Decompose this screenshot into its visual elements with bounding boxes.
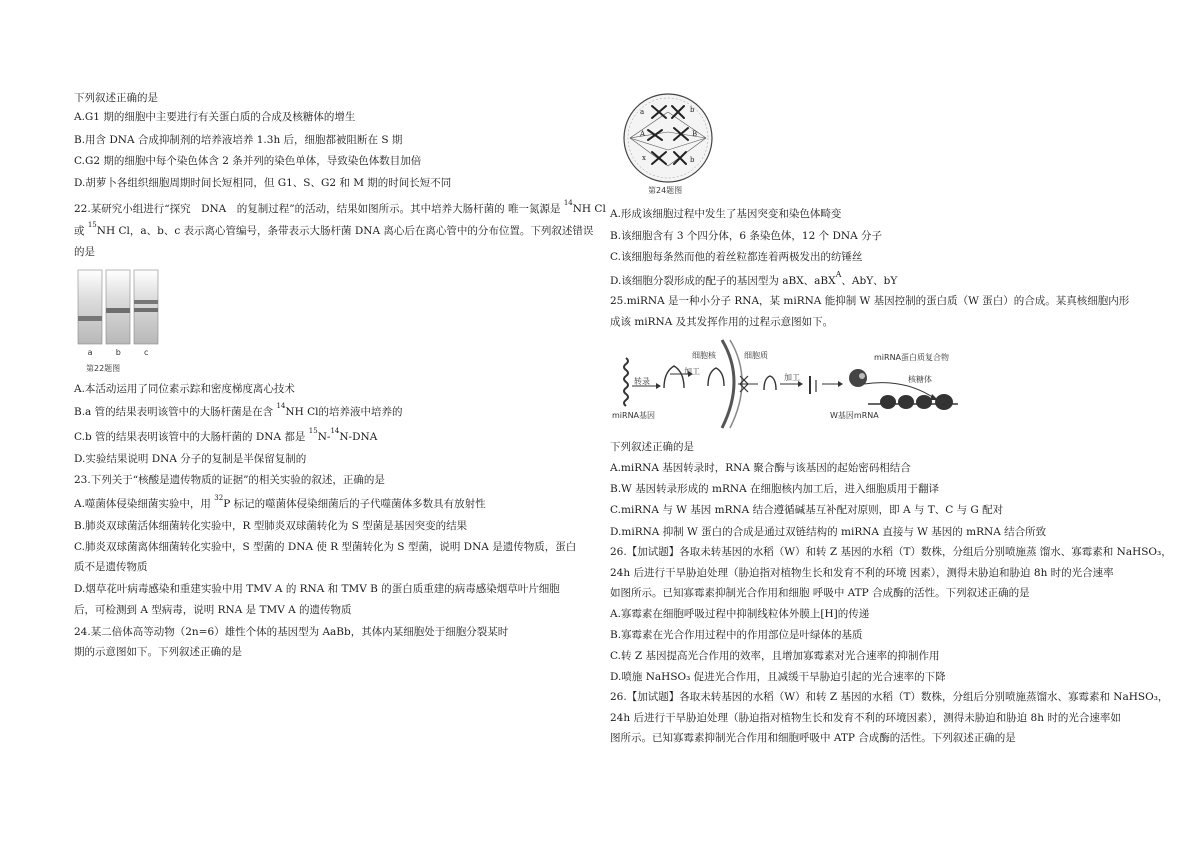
tube-label-b: b xyxy=(115,348,121,357)
q24-figure xyxy=(622,92,714,196)
q22-option-a: A.本活动运用了同位素示踪和密度梯度离心技术 xyxy=(74,383,295,395)
label-mirna-gene: miRNA基因 xyxy=(612,411,656,420)
q22-stem-line1 xyxy=(74,199,606,217)
svg-text:b: b xyxy=(690,156,695,164)
q23-a-sup: 32 xyxy=(214,494,224,502)
q22-c-text2: N- xyxy=(317,431,331,443)
tube-b xyxy=(106,270,130,344)
q22-b-text1: B.a 管的结果表明该管中的大肠杆菌是在含 xyxy=(74,406,274,418)
tube-labels xyxy=(76,348,160,357)
q21-option-c: C.G2 期的细胞中每个染色体含 2 条并列的染色单体，导致染色体数目加倍 xyxy=(74,155,422,167)
q22-c-sup1: 15 xyxy=(308,427,318,435)
tube-label-a: a xyxy=(87,348,93,357)
svg-text:B: B xyxy=(692,130,698,138)
q23-a-text1: A.噬菌体侵染细菌实验中，用 xyxy=(74,498,211,510)
tube-c xyxy=(134,270,158,344)
q21-option-b: B.用含 DNA 合成抑制剂的培养液培养 1.3h 后，细胞都被阻断在 S 期 xyxy=(74,134,403,146)
q22-c-text3: N-DNA xyxy=(339,431,378,443)
q22-c-text1: C.b 管的结果表明该管中的大肠杆菌的 DNA 都是 xyxy=(74,431,306,443)
q22-option-b xyxy=(74,402,403,420)
q23-option-b: B.肺炎双球菌活体细菌转化实验中，R 型肺炎双球菌转化为 S 型菌是基因突变的结果 xyxy=(74,520,468,532)
q24-stem-line2: 期的示意图如下。下列叙述正确的是 xyxy=(74,646,242,658)
label-process-2: 加工 xyxy=(784,373,800,382)
q24-option-c: C.该细胞每条然而他的着丝粒都连着两极发出的纺锤丝 xyxy=(610,251,863,263)
label-mirna-complex: miRNA蛋白质复合物 xyxy=(874,353,950,362)
q23-option-c-line1: C.肺炎双球菌离体细菌转化实验中，S 型菌的 DNA 使 R 型菌转化为 S 型菌，说明 DNA 是遗传物质，蛋白 xyxy=(74,541,577,553)
q22-sup-15: 15 xyxy=(87,221,97,229)
q26b-stem-line2: 24h 后进行干旱胁迫处理（胁迫指对植物生长和发育不利的环境因素），测得未胁迫和胁迫 8h 时的光合速率如 xyxy=(610,712,1121,724)
q22-stem-line3: 的是 xyxy=(74,246,95,258)
q24-d-text2: 、AbY、bY xyxy=(841,275,898,287)
q23-option-d-line2: 后，可检测到 A 型病毒，说明 RNA 是 TMV A 的遗传物质 xyxy=(74,604,352,616)
q24-option-b: B.该细胞含有 3 个四分体，6 条染色体，12 个 DNA 分子 xyxy=(610,230,882,242)
q22-sup-14: 14 xyxy=(563,199,573,207)
q22-figure xyxy=(76,268,160,364)
q26b-stem-line1: 26.【加试题】各取未转基因的水稻（W）和转 Z 基因的水稻（T）数株，分组后分别喷施蒸馏水、寡霉素和 NaHSO₃， xyxy=(610,691,1169,703)
label-cytoplasm: 细胞质 xyxy=(744,351,768,360)
label-w-mrna: W基因mRNA xyxy=(830,411,879,420)
tube-a xyxy=(78,270,102,344)
dividing-cell-image xyxy=(622,92,714,184)
q22-option-d: D.实验结果说明 DNA 分子的复制是半保留复制的 xyxy=(74,453,307,465)
q26a-stem-line1: 26.【加试题】各取未转基因的水稻（W）和转 Z 基因的水稻（T）数株，分组后分别喷施蒸 馏水、寡霉素和 NaHSO₃， xyxy=(610,546,1172,558)
label-ribosome: 核糖体 xyxy=(908,375,932,384)
q22-b-text2: NH Cl xyxy=(285,406,319,418)
q25-option-b: B.W 基因转录形成的 mRNA 在细胞核内加工后，进入细胞质用于翻译 xyxy=(610,483,939,495)
question-intro: 下列叙述正确的是 xyxy=(74,92,158,104)
q23-option-d-line1: D.烟草花叶病毒感染和重建实验中用 TMV A 的 RNA 和 TMV B 的蛋白质重建的病毒感染烟草叶片细胞 xyxy=(74,583,560,595)
q24-option-a: A.形成该细胞过程中发生了基因突变和染色体畸变 xyxy=(610,208,842,220)
q26a-stem-line2: 24h 后进行干旱胁迫处理（胁迫指对植物生长和发育不利的环境 因素），测得未胁迫和胁迫 8h 时的光合速率 xyxy=(610,567,1114,579)
q22-b-sup: 14 xyxy=(276,402,286,410)
label-transcribe: 转录 xyxy=(634,377,650,386)
label-nucleus: 细胞核 xyxy=(692,351,716,360)
q24-option-d xyxy=(610,270,898,289)
q26-option-a: A.寡霉素在细胞呼吸过程中抑制线粒体外膜上[H]的传递 xyxy=(610,608,870,620)
q25-option-a: A.miRNA 基因转录时，RNA 聚合酶与该基因的起始密码相结合 xyxy=(610,462,911,474)
tube-label-c: c xyxy=(143,348,149,357)
q22-b-text3: 的培养液中培养的 xyxy=(318,406,403,418)
q24-figure-caption: 第24题图 xyxy=(648,186,683,195)
q26b-stem-line3: 图所示。已知寡霉素抑制光合作用和细胞呼吸中 ATP 合成酶的活性。下列叙述正确的是 xyxy=(610,732,1016,744)
band-c-lower xyxy=(134,308,158,312)
q24-d-sup: A xyxy=(835,270,842,279)
band-a xyxy=(78,316,102,321)
q25-option-d: D.miRNA 抑制 W 蛋白的合成是通过双链结构的 miRNA 直接与 W 基因的 mRNA 结合所致 xyxy=(610,526,1047,538)
q26a-stem-line3: 如图所示。已知寡霉素抑制光合作用和细胞 呼吸中 ATP 合成酶的活性。下列叙述正确的是 xyxy=(610,587,1030,599)
q23-option-a xyxy=(74,494,486,512)
label-process-1: 加工 xyxy=(684,367,700,376)
q25-figure xyxy=(612,338,982,430)
q21-option-d: D.胡萝卜各组织细胞周期时间长短相同，但 G1、S、G2 和 M 期的时间长短不同 xyxy=(74,177,452,189)
q23-option-c-line2: 质不是遗传物质 xyxy=(74,561,148,573)
q25-stem-line1: 25.miRNA 是一种小分子 RNA，某 miRNA 能抑制 W 基因控制的蛋白质（W 蛋白）的合成。某真核细胞内形 xyxy=(610,295,1130,307)
q23-stem: 23.下列关于“核酸是遗传物质的证据”的相关实验的叙述，正确的是 xyxy=(74,474,385,486)
q24-d-text1: D.该细胞分裂形成的配子的基因型为 aBX、aBX xyxy=(610,275,836,287)
q22-option-c xyxy=(74,427,378,445)
q25-intro: 下列叙述正确的是 xyxy=(610,441,694,453)
svg-text:x: x xyxy=(642,154,646,162)
q26-option-b: B.寡霉素在光合作用过程中的作用部位是叶绿体的基质 xyxy=(610,629,863,641)
q22-nh4cl: NH Cl xyxy=(572,203,606,215)
q23-a-text2: P 标记的噬菌体侵染细菌后的子代噬菌体多数具有放射性 xyxy=(223,498,486,510)
q21-option-a: A.G1 期的细胞中主要进行有关蛋白质的合成及核糖体的增生 xyxy=(74,111,356,123)
q22-figure-caption: 第22题图 xyxy=(86,364,121,373)
q25-option-c: C.miRNA 与 W 基因 mRNA 结合遵循碱基互补配对原则，即 A 与 T、C 与 G 配对 xyxy=(610,504,1004,516)
q22-stem-text: 22.某研究小组进行“探究 DNA 的复制过程”的活动，结果如图所示。其中培养大肠杆菌的 唯一氮源是 xyxy=(74,203,561,215)
q25-stem-line2: 成该 miRNA 及其发挥作用的过程示意图如下。 xyxy=(610,316,834,328)
q26-option-c: C.转 Z 基因提高光合作用的效率，且增加寡霉素对光合速率的抑制作用 xyxy=(610,650,940,662)
band-c-upper xyxy=(134,300,158,304)
q22-c-sup2: 14 xyxy=(330,427,340,435)
band-b xyxy=(106,308,130,313)
svg-text:a: a xyxy=(640,108,645,116)
svg-text:b: b xyxy=(690,106,695,114)
q22-stem-line2 xyxy=(74,221,594,239)
q26-option-d: D.喷施 NaHSO₃ 促进光合作用，且减缓干旱胁迫引起的光合速率的下降 xyxy=(610,671,946,683)
svg-text:A: A xyxy=(640,130,646,138)
q24-stem-line1: 24.某二倍体高等动物（2n=6）雄性个体的基因型为 AaBb，其体内某细胞处于细胞分裂某时 xyxy=(74,626,509,638)
q22-stem-text2: NH Cl，a、b、c 表示离心管编号，条带表示大肠杆菌 DNA 离心后在离心管中的分布位置。下列叙述错误 xyxy=(96,225,594,237)
q22-or: 或 xyxy=(74,225,85,237)
